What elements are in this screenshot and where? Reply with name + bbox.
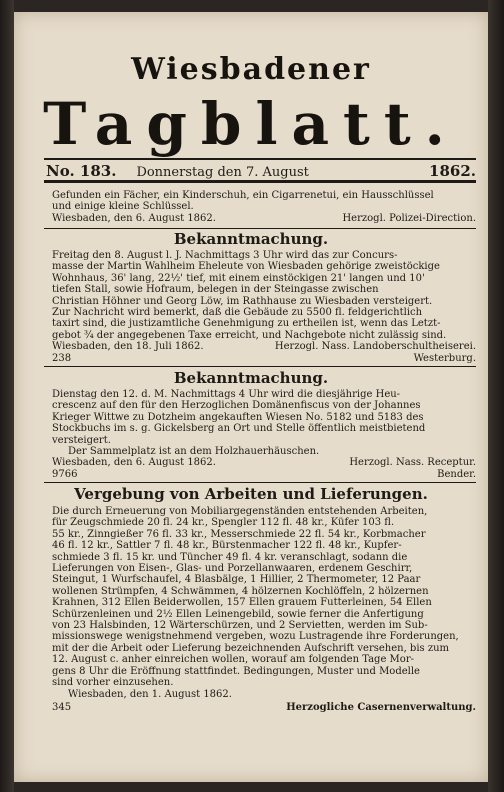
notice-line: mit der die Arbeit oder Lieferung bezeichnenden Aufschrift versehen, bis zum xyxy=(52,642,450,654)
notice-heading: Bekanntmachung. xyxy=(173,369,329,387)
notice-line: von 23 Halsbinden, 12 Wärterschürzen, und 2 Servietten, werden im Sub- xyxy=(52,620,428,632)
notice-signer-row xyxy=(52,702,476,713)
notice-line: für Zeugschmiede 20 fl. 24 kr., Spengler 112 fl. 48 kr., Küfer 103 fl. xyxy=(52,517,395,529)
masthead-title: Tagblatt. xyxy=(43,90,459,158)
authority: Herzogliche Casernenverwaltung. xyxy=(286,702,476,713)
notice-contract-awards xyxy=(52,506,476,700)
issue-day: Donnerstag den 7. August xyxy=(136,165,309,180)
notice-line: 46 fl. 12 kr., Sattler 7 fl. 48 kr., Bürstenmacher 122 fl. 48 kr., Kupfer- xyxy=(52,540,402,552)
notice-found-items xyxy=(52,190,476,224)
notice-line: wollenen Strümpfen, 4 Schwämmen, 4 hölzernen Kochlöffeln, 2 hölzernen xyxy=(52,585,429,597)
notice-hay-auction xyxy=(52,389,476,480)
notice-line: sind vorher einzusehen. xyxy=(52,677,174,689)
issue-year: 1862. xyxy=(429,162,476,180)
authority: Herzogl. Nass. Receptur. xyxy=(349,457,476,469)
notice-number: 238 xyxy=(52,352,72,364)
notice-house-auction xyxy=(52,250,476,364)
meeting-point: Der Sammelplatz ist an dem Holzhauerhäuschen. xyxy=(68,446,320,458)
place-date: Wiesbaden, den 6. August 1862. xyxy=(52,457,216,469)
notice-line: versteigert. xyxy=(52,434,111,446)
notice-line: Freitag den 8. August l. J. Nachmittags 3 Uhr wird das zur Concurs- xyxy=(52,250,398,261)
notice-line: 12. August c. anher einreichen wollen, worauf am folgenden Tage Mor- xyxy=(52,654,414,666)
notice-signature xyxy=(52,457,476,468)
notice-line: Gefunden ein Fächer, ein Kinderschuh, ein Cigarrenetui, ein Hausschlüssel xyxy=(52,190,434,201)
signer: Westerburg. xyxy=(413,352,476,364)
book-binding-edge xyxy=(0,0,14,792)
notice-heading: Bekanntmachung. xyxy=(173,230,329,248)
page-edge-shadow xyxy=(488,0,504,792)
notice-line: schmiede 3 fl. 15 kr. und Tüncher 49 fl. 4 kr. veranschlagt, sodann die xyxy=(52,551,408,563)
notice-heading: Vergebung von Arbeiten und Lieferungen. xyxy=(74,485,428,503)
notice-line: tiefen Stall, sowie Hofraum, belegen in der Steingasse zwischen xyxy=(52,284,379,296)
notice-line: masse der Martin Wahlheim Eheleute von Wiesbaden gehörige zweistöckige xyxy=(52,261,440,273)
notice-line: Schürzenleinen und 2½ Ellen Leinengebild, sowie ferner die Anfertigung xyxy=(52,608,424,620)
rule-divider xyxy=(44,482,476,483)
masthead-city: Wiesbadener xyxy=(131,52,371,87)
notice-line: crescenz auf den für den Herzoglichen Domänenfiscus von der Johannes xyxy=(52,400,421,412)
rule-dateline xyxy=(44,180,476,183)
notice-signature xyxy=(52,341,476,352)
notice-line: Lieferungen von Eisen-, Glas- und Porzellanwaaren, erdenem Geschirr, xyxy=(52,563,413,575)
notice-line: Krahnen, 312 Ellen Beiderwollen, 157 Ellen grauem Futterleinen, 54 Ellen xyxy=(52,597,432,609)
notice-signer-row xyxy=(52,353,476,364)
newspaper-page xyxy=(14,12,488,782)
issue-number: No. 183. xyxy=(46,162,117,180)
notice-signer-row xyxy=(52,469,476,480)
notice-line: Stockbuchs im s. g. Gickelsberg an Ort und Stelle öffentlich meistbietend xyxy=(52,423,426,435)
notice-line: Dienstag den 12. d. M. Nachmittags 4 Uhr wird die diesjährige Heu- xyxy=(52,389,401,400)
notice-line: Christian Höhner und Georg Löw, im Rathhause zu Wiesbaden versteigert. xyxy=(52,295,433,307)
dateline xyxy=(46,162,476,180)
notice-line: Krieger Wittwe zu Dotzheim angekauften Wiesen No. 5182 und 5183 des xyxy=(52,411,424,423)
rule-divider xyxy=(44,366,476,367)
notice-line: taxirt sind, die justizamtliche Genehmigung zu ertheilen ist, wenn das Letzt- xyxy=(52,318,441,330)
place-date: Wiesbaden, den 1. August 1862. xyxy=(68,688,232,700)
notice-line: gebot ¾ der angegebenen Taxe erreicht, und Nachgebote nicht zulässig sind. xyxy=(52,329,447,341)
rule-top xyxy=(44,158,476,160)
place-date: Wiesbaden, den 18. Juli 1862. xyxy=(52,341,204,353)
signer: Bender. xyxy=(437,468,476,480)
notice-signature xyxy=(52,213,476,224)
notice-line: gens 8 Uhr die Eröffnung stattfindet. Bedingungen, Muster und Modelle xyxy=(52,665,420,677)
authority: Herzogl. Polizei-Direction. xyxy=(342,212,476,224)
notice-line: Steingut, 1 Wurfschaufel, 4 Blasbälge, 1 Hillier, 2 Thermometer, 12 Paar xyxy=(52,574,421,586)
notice-line: und einige kleine Schlüssel. xyxy=(52,201,194,213)
notice-number: 345 xyxy=(52,702,72,713)
authority: Herzogl. Nass. Landoberschultheiserei. xyxy=(274,341,476,353)
notice-line: Zur Nachricht wird bemerkt, daß die Gebäude zu 5500 fl. feldgerichtlich xyxy=(52,307,423,319)
notice-number: 9766 xyxy=(52,468,78,480)
place-date: Wiesbaden, den 6. August 1862. xyxy=(52,212,216,224)
notice-line: missionswege wenigstnehmend vergeben, wozu Lustragende ihre Forderungen, xyxy=(52,631,459,643)
notice-line: Wohnhaus, 36' lang, 22½' tief, mit einem einstöckigen 21' langen und 10' xyxy=(52,272,425,284)
notice-signature xyxy=(52,702,476,713)
notice-line: 55 kr., Zinngießer 76 fl. 33 kr., Messerschmiede 22 fl. 54 kr., Korbmacher xyxy=(52,528,426,540)
notice-line: Die durch Erneuerung von Mobiliargegenständen entstehenden Arbeiten, xyxy=(52,506,428,517)
rule-divider xyxy=(44,228,476,229)
